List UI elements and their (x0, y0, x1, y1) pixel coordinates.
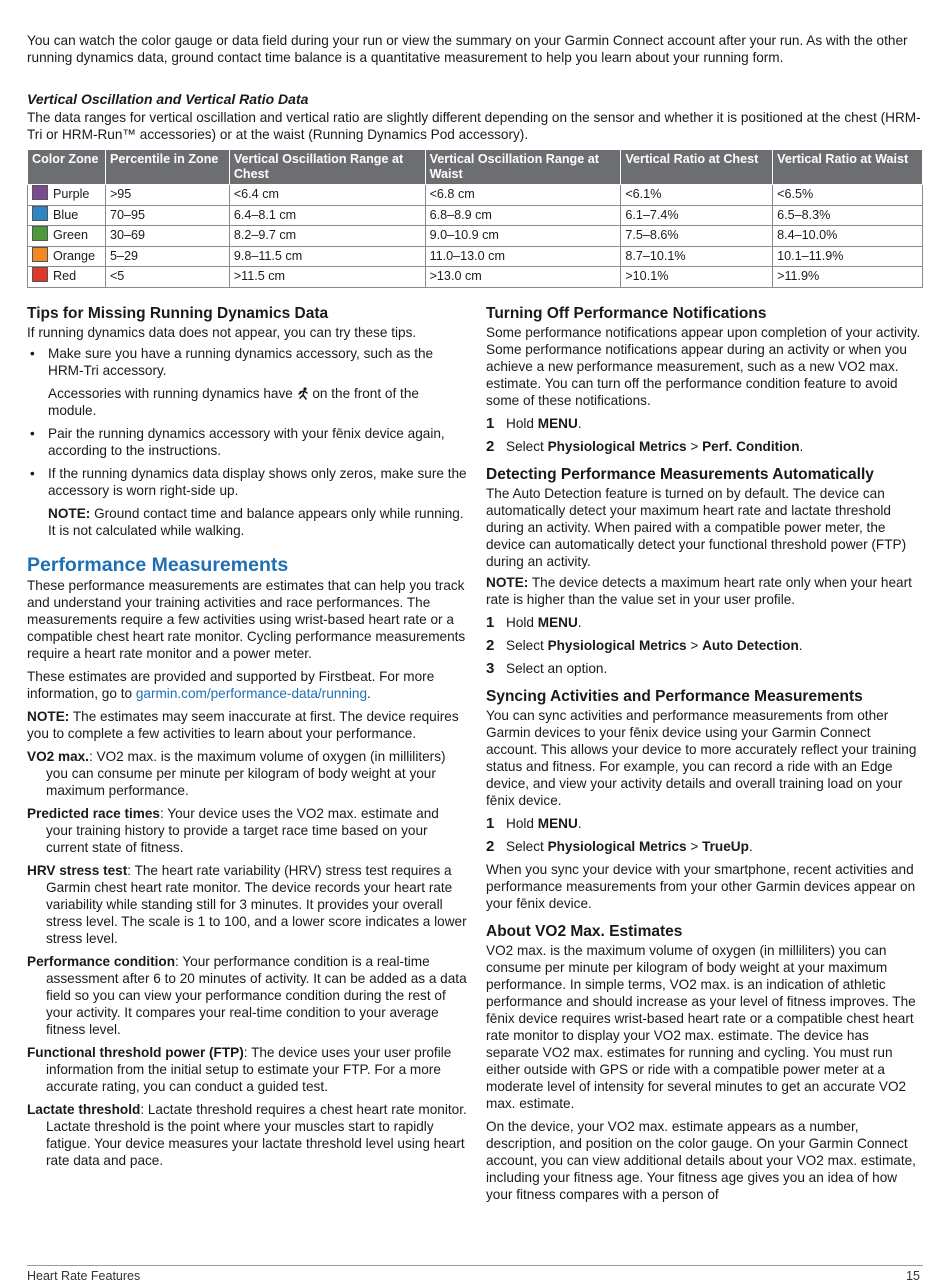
definition-item: Performance condition: Your performance condition is a real-time assessment after 6 to 20 minutes of activity. It can be added as a data field so you can view your performance condition during the rest of your activity. It compares your real-time condition to your average fitness level. (27, 954, 467, 1037)
left-column (27, 304, 467, 1175)
cell-vr-chest: 7.5–8.6% (621, 226, 773, 247)
col-header-vr-chest: Vertical Ratio at Chest (621, 150, 773, 185)
sync-step-2: 2 Select Physiological Metrics > TrueUp. (486, 838, 753, 855)
cell-vo-chest: 9.8–11.5 cm (229, 246, 425, 267)
cell-percentile: 70–95 (105, 205, 229, 226)
performance-terms-list (27, 748, 467, 1169)
tips-list (27, 345, 467, 539)
sync-heading: Syncing Activities and Performance Measurements (486, 688, 863, 705)
table-body (28, 185, 923, 288)
intro-paragraph: You can watch the color gauge or data field during your run or view the summary on your Garmin Connect account after your run. As with the other running dynamics data, ground contact time balance is a quantitative measurement to help you learn about your running form. (27, 33, 908, 65)
col-header-vr-waist: Vertical Ratio at Waist (773, 150, 923, 185)
color-swatch (32, 226, 48, 241)
cell-vr-chest: 6.1–7.4% (621, 205, 773, 226)
color-swatch (32, 267, 48, 282)
color-zone-cell (28, 246, 106, 267)
color-zone-cell (28, 205, 106, 226)
cell-vr-waist: <6.5% (773, 185, 923, 206)
tip-text: • If the running dynamics data display shows only zeros, make sure the accessory is worn right-side up. (48, 466, 467, 498)
detection-note: NOTE: The device detects a maximum heart rate only when your heart rate is higher than the value set in your user profile. (486, 575, 912, 607)
cell-percentile: >95 (105, 185, 229, 206)
definition-item: Lactate threshold: Lactate threshold requires a chest heart rate monitor. Lactate threshold is the point where your muscles start to rapidly fatigue. Your device measures your lactate threshold level using heart rate data and pace. (27, 1102, 467, 1168)
footer-divider (27, 1265, 923, 1266)
definition-item: Functional threshold power (FTP): The device uses your user profile information from the initial setup to estimate your FTP. For a more accurate rating, you can conduct a guided test. (27, 1045, 452, 1094)
zone-label: Red (53, 269, 77, 284)
cell-vr-chest: <6.1% (621, 185, 773, 206)
vo2-paragraph-2: On the device, your VO2 max. estimate appears as a number, description, and position on the color gauge. On your Garmin Connect account, you can view additional details about your VO2 max. estimate, including your fitness age. Your fitness age gives you an idea of how your fitness compares with a person of (486, 1119, 916, 1202)
cell-vr-waist: 6.5–8.3% (773, 205, 923, 226)
performance-source: These estimates are provided and supported by Firstbeat. For more information, go to garmin.com/performance-data/running. (27, 669, 435, 701)
performance-intro: These performance measurements are estimates that can help you track and understand your training activities and race performances. The measurements require a few activities using wrist-based heart rate or a compatible chest heart rate monitor. Cycling performance measurements require a heart rate monitor and a power meter. (27, 578, 466, 661)
cell-vo-chest: 8.2–9.7 cm (229, 226, 425, 247)
cell-vo-chest: 6.4–8.1 cm (229, 205, 425, 226)
detection-text: The Auto Detection feature is turned on by default. The device can automatically detect your maximum heart rate and lactate threshold during an activity. When paired with a compatible power meter, the device can automatically detect your functional threshold power (FTP) during an activity. (486, 486, 907, 569)
cell-vo-chest: <6.4 cm (229, 185, 425, 206)
table-header-row (28, 150, 923, 185)
performance-note: NOTE: The estimates may seem inaccurate at first. The device requires you to complete a few activities to learn about your performance. (27, 709, 459, 741)
footer-section-title: Heart Rate Features (27, 1269, 141, 1283)
detection-step-2: 2 Select Physiological Metrics > Auto Detection. (486, 637, 803, 654)
table-row (28, 267, 923, 288)
runner-icon (297, 387, 309, 400)
cell-percentile: <5 (105, 267, 229, 288)
cell-vr-chest: >10.1% (621, 267, 773, 288)
table-row (28, 185, 923, 206)
cell-percentile: 5–29 (105, 246, 229, 267)
cell-vo-chest: >11.5 cm (229, 267, 425, 288)
detection-step-1: 1 Hold MENU. (486, 614, 582, 631)
detection-heading: Detecting Performance Measurements Automatically (486, 466, 874, 483)
vo-section-text: The data ranges for vertical oscillation and vertical ratio are slightly different depending on the sensor and whether it is positioned at the chest (HRM-Tri or HRM-Run™ accessories) or at the waist (Running Dynamics Pod accessory). (27, 110, 921, 142)
zone-label: Green (53, 228, 89, 243)
sync-step-1: 1 Hold MENU. (486, 815, 582, 832)
color-swatch (32, 185, 48, 200)
detection-step-3: 3 Select an option. (486, 660, 608, 677)
tips-intro: If running dynamics data does not appear, you can try these tips. (27, 325, 417, 340)
col-header-vo-waist: Vertical Oscillation Range at Waist (425, 150, 621, 185)
cell-vr-waist: 8.4–10.0% (773, 226, 923, 247)
table-row (28, 205, 923, 226)
tips-heading: Tips for Missing Running Dynamics Data (27, 305, 329, 322)
notifications-step-2: 2 Select Physiological Metrics > Perf. Condition. (486, 438, 804, 455)
right-column (486, 304, 923, 1203)
col-header-vo-chest: Vertical Oscillation Range at Chest (229, 150, 425, 185)
cell-vo-waist: <6.8 cm (425, 185, 621, 206)
col-header-percentile: Percentile in Zone (105, 150, 229, 185)
col-header-color-zone: Color Zone (28, 150, 106, 185)
tip-subtext: Accessories with running dynamics have on the front of the module. (48, 386, 419, 418)
tip-text: • Make sure you have a running dynamics accessory, such as the HRM-Tri accessory. (48, 346, 434, 378)
list-item (27, 345, 467, 419)
notifications-step-1: 1 Hold MENU. (486, 415, 582, 432)
definition-item: HRV stress test: The heart rate variability (HRV) stress test requires a Garmin chest heart rate monitor. The device records your heart rate variability while standing still for 3 minutes. It provides your overall stress level. The scale is 1 to 100, and a lower score indicates a lower stress level. (27, 863, 467, 946)
cell-vo-waist: >13.0 cm (425, 267, 621, 288)
notifications-text: Some performance notifications appear upon completion of your activity. Some performance notifications appear during an activity or when you achieve a new performance measurement, such as a new VO2 max. estimate. You can turn off the performance condition feature to avoid some of these notifications. (486, 325, 921, 408)
color-zone-cell (28, 185, 106, 206)
cell-vo-waist: 11.0–13.0 cm (425, 246, 621, 267)
cell-percentile: 30–69 (105, 226, 229, 247)
definition-item: Predicted race times: Your device uses the VO2 max. estimate and your training history to provide a target race time based on your current state of fitness. (27, 806, 439, 855)
color-zone-cell (28, 267, 106, 288)
vo-section-title: Vertical Oscillation and Vertical Ratio Data (27, 91, 309, 107)
color-zone-table (27, 149, 923, 288)
cell-vo-waist: 6.8–8.9 cm (425, 205, 621, 226)
vo2-paragraph-1: VO2 max. is the maximum volume of oxygen (in milliliters) you can consume per minute per kilogram of body weight at your maximum performance. In simple terms, VO2 max. is an indication of athletic performance and should increase as your level of fitness improves. The fēnix device requires wrist-based heart rate or a compatible chest heart rate monitor to display your VO2 max. estimate. The device has separate VO2 max. estimates for running and cycling. You must run either outside with GPS or ride with a compatible power meter at a moderate level of intensity for several minutes to get an accurate VO2 max. estimate. (486, 943, 916, 1111)
zone-label: Orange (53, 248, 96, 263)
color-swatch (32, 247, 48, 262)
cell-vr-chest: 8.7–10.1% (621, 246, 773, 267)
cell-vr-waist: 10.1–11.9% (773, 246, 923, 267)
color-zone-cell (28, 226, 106, 247)
performance-heading: Performance Measurements (27, 554, 289, 576)
list-item (27, 425, 467, 459)
vo2-heading: About VO2 Max. Estimates (486, 923, 683, 940)
sync-text: You can sync activities and performance measurements from other Garmin devices to your fēnix device using your Garmin Connect account. This allows your device to more accurately reflect your training status and fitness. For example, you can record a ride with an Edge device, and view your activity details and overall training load on your fēnix device. (486, 708, 917, 808)
sync-after-text: When you sync your device with your smartphone, recent activities and performance measurements from your other Garmin devices appear on your fēnix device. (486, 862, 916, 911)
notifications-heading: Turning Off Performance Notifications (486, 305, 767, 322)
page-number: 15 (906, 1269, 920, 1283)
performance-link[interactable]: garmin.com/performance-data/running (135, 686, 368, 701)
zone-label: Purple (53, 187, 90, 202)
definition-item: VO2 max.: VO2 max. is the maximum volume of oxygen (in milliliters) you can consume per minute per kilogram of body weight at your maximum performance. (27, 749, 446, 798)
color-swatch (32, 206, 48, 221)
cell-vr-waist: >11.9% (773, 267, 923, 288)
tip-note: NOTE: Ground contact time and balance appears only while running. It is not calculated while walking. (48, 506, 464, 538)
table-row (28, 226, 923, 247)
zone-label: Blue (53, 207, 79, 222)
tip-text: • Pair the running dynamics accessory with your fēnix device again, according to the instructions. (48, 426, 445, 458)
list-item (27, 465, 467, 539)
table-row (28, 246, 923, 267)
cell-vo-waist: 9.0–10.9 cm (425, 226, 621, 247)
